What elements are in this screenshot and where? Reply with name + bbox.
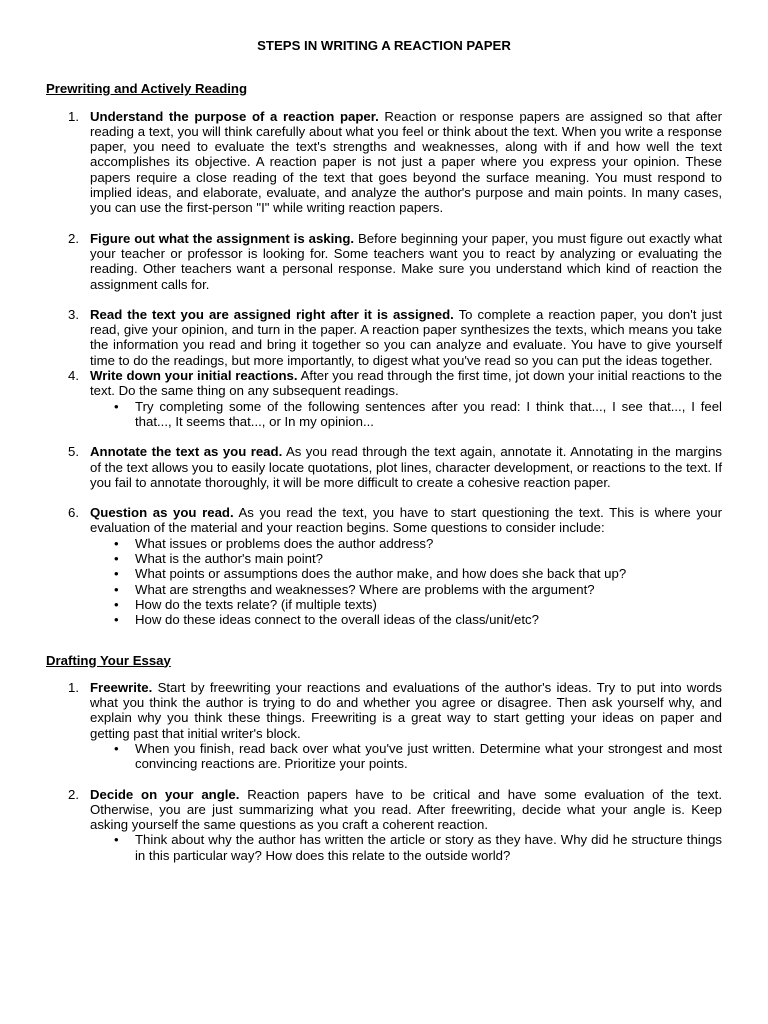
- step-number: 2.: [68, 230, 79, 246]
- bullet-item: [90, 536, 722, 551]
- step-number: 6.: [68, 505, 79, 521]
- bullet-text: How do these ideas connect to the overall ideas of the class/unit/etc?: [135, 612, 539, 628]
- bullet-dot-icon: •: [114, 832, 119, 848]
- bullet-list: [90, 536, 722, 628]
- bullet-item: [90, 582, 722, 597]
- drafting-step-2: [46, 787, 722, 863]
- bullet-list: [90, 832, 722, 863]
- step-text: Start by freewriting your reactions and evaluations of the author's ideas. Try to put into words what you think the author is trying to do and whether you agree or disagree. Then ask yourself why, and explain why you think these things. Freewriting is a great way to start getting your ideas on paper and getting past that initial writer's block.: [90, 679, 722, 741]
- document-title: STEPS IN WRITING A REACTION PAPER: [257, 38, 511, 53]
- step-lead: Understand the purpose of a reaction paper.: [90, 108, 379, 124]
- section-heading-prewriting: Prewriting and Actively Reading: [46, 81, 248, 97]
- bullet-item: [90, 551, 722, 566]
- prewriting-step-4: [46, 368, 722, 429]
- step-number: 5.: [68, 444, 79, 460]
- bullet-list: [90, 741, 722, 772]
- step-lead: Figure out what the assignment is asking.: [90, 230, 355, 246]
- step-text: As you read through the text again, annotate it. Annotating in the margins of the text allows you to easily locate quotations, plot lines, character development, or reactions to the text. If you fail to annotate thoroughly, it will be more difficult to create a cohesive reaction paper.: [90, 444, 722, 490]
- prewriting-step-2: [46, 231, 722, 292]
- bullet-text: What are strengths and weaknesses? Where are problems with the argument?: [135, 581, 595, 597]
- drafting-step-1: [46, 680, 722, 772]
- bullet-dot-icon: •: [114, 596, 119, 612]
- step-lead: Read the text you are assigned right after it is assigned.: [90, 306, 454, 322]
- bullet-item: [90, 612, 722, 627]
- bullet-dot-icon: •: [114, 535, 119, 551]
- bullet-item: [90, 741, 722, 772]
- bullet-item: [90, 399, 722, 430]
- step-number: 1.: [68, 108, 79, 124]
- bullet-text: What issues or problems does the author address?: [135, 535, 434, 551]
- bullet-dot-icon: •: [114, 551, 119, 567]
- bullet-dot-icon: •: [114, 566, 119, 582]
- prewriting-steps-list: [46, 109, 722, 628]
- step-lead: Freewrite.: [90, 679, 153, 695]
- bullet-dot-icon: •: [114, 740, 119, 756]
- bullet-text: Think about why the author has written the article or story as they have. Why did he structure things in this particular way? How does this relate to the outside world?: [135, 832, 722, 863]
- prewriting-step-6: [46, 505, 722, 627]
- bullet-item: [90, 566, 722, 581]
- step-text: Before beginning your paper, you must figure out exactly what your teacher or professor is looking for. Some teachers want you to react by analyzing or evaluating the reading. Other teachers want a personal response. Make sure you understand which kind of reaction the assignment calls for.: [90, 230, 723, 292]
- step-text: To complete a reaction paper, you don't just read, give your opinion, and turn in the paper. A reaction paper synthesizes the texts, which means you take the information you read and bring it together so you can analyze and evaluate. You have to give yourself time to do the readings, but more importantly, to digest what you've read so you can put the ideas together.: [90, 306, 722, 368]
- step-number: 1.: [68, 679, 79, 695]
- step-text: As you read the text, you have to start questioning the text. This is where your evaluation of the material and your reaction begins. Some questions to consider include:: [90, 505, 722, 536]
- prewriting-step-5: [46, 444, 722, 490]
- step-lead: Decide on your angle.: [90, 786, 240, 802]
- step-lead: Question as you read.: [90, 505, 234, 521]
- bullet-dot-icon: •: [114, 612, 119, 628]
- bullet-item: [90, 597, 722, 612]
- section-heading-drafting: Drafting Your Essay: [46, 652, 171, 668]
- step-number: 4.: [68, 368, 79, 384]
- prewriting-step-3: [46, 307, 722, 368]
- step-lead: Annotate the text as you read.: [90, 444, 283, 460]
- bullet-dot-icon: •: [114, 581, 119, 597]
- bullet-dot-icon: •: [114, 398, 119, 414]
- step-number: 3.: [68, 306, 79, 322]
- step-text: After you read through the first time, jot down your initial reactions to the text. Do the same thing on any subsequent readings.: [90, 368, 723, 399]
- bullet-item: [90, 832, 722, 863]
- bullet-text: What points or assumptions does the author make, and how does she back that up?: [135, 566, 627, 582]
- step-text: Reaction or response papers are assigned so that after reading a text, you will think carefully about what you feel or think about the text. When you write a response paper, you need to evaluate the text's strengths and weaknesses, along with if and how well the text accomplishes its objective. A reaction paper is not just a paper where you express your opinion. These papers require a close reading of the text that goes beyond the surface meaning. You must respond to implied ideas, and elaborate, evaluate, and analyze the author's purpose and main points. In many cases, you can use the first-person "I" while writing reaction papers.: [90, 108, 722, 216]
- bullet-text: How do the texts relate? (if multiple texts): [135, 596, 377, 612]
- step-lead: Write down your initial reactions.: [90, 368, 298, 384]
- bullet-list: [90, 399, 722, 430]
- drafting-steps-list: [46, 680, 722, 863]
- prewriting-step-1: [46, 109, 722, 216]
- bullet-text: When you finish, read back over what you've just written. Determine what your strongest and most convincing reactions are. Prioritize your points.: [135, 740, 722, 772]
- bullet-text: What is the author's main point?: [135, 551, 323, 567]
- step-text: Reaction papers have to be critical and have some evaluation of the text. Otherwise, you are just summarizing what you read. After freewriting, decide what your angle is. Keep asking yourself the same questions as you craft a coherent reaction.: [90, 786, 722, 833]
- bullet-text: Try completing some of the following sentences after you read: I think that..., I see that..., I feel that..., It seems that..., or In my opinion...: [135, 398, 722, 429]
- step-number: 2.: [68, 786, 79, 802]
